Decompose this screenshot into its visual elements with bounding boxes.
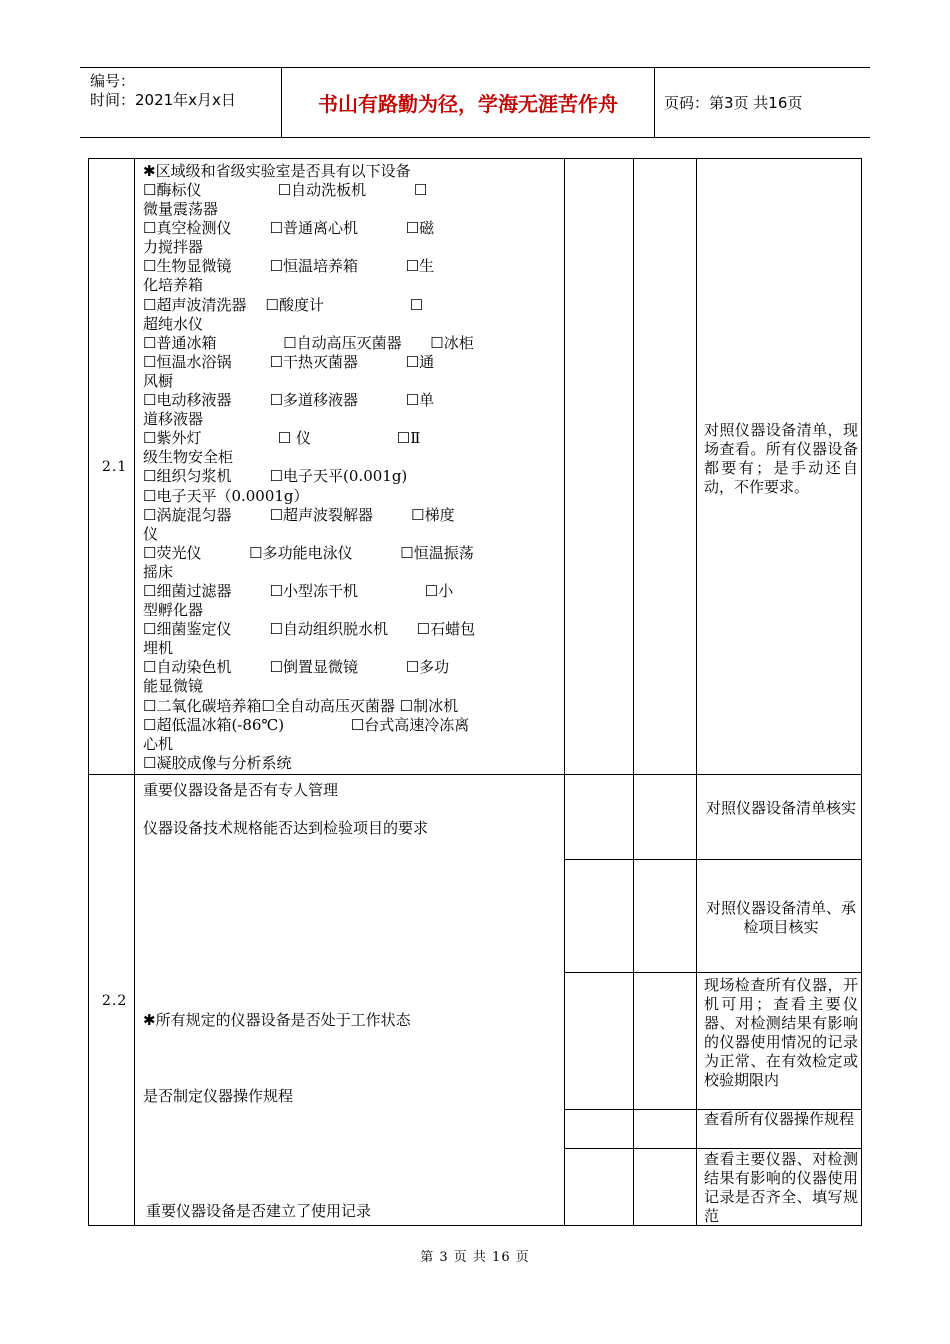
equipment-line: ☐二氧化碳培养箱☐全自动高压灭菌器 ☐制冰机: [143, 696, 459, 715]
equipment-line: ☐电子天平（0.0001g）: [143, 486, 309, 505]
document-number-label: 编号：: [90, 72, 136, 90]
page-header: [80, 67, 870, 138]
equipment-line: 力搅拌器: [143, 238, 204, 257]
equipment-line: 能显微镜: [143, 677, 204, 696]
row-note: 现场检查所有仪器，开机可用；查看主要仪器、对检测结果有影响的仪器使用情况的记录为正常、在有效检定或校验期限内: [704, 976, 858, 1089]
equipment-line: 埋机: [143, 639, 174, 658]
row-note: 对照仪器设备清单、承检项目核实: [705, 899, 856, 936]
equipment-line: ☐酶标仪 ☐自动洗板机 ☐: [143, 181, 428, 199]
equipment-line: 级生物安全柜: [143, 448, 234, 467]
equipment-line: ☐涡旋混匀器 ☐超声波裂解器 ☐梯度: [143, 505, 455, 524]
equipment-line: ☐凝胶成像与分析系统: [143, 753, 292, 772]
check-item: 重要仪器设备是否建立了使用记录: [146, 1202, 372, 1220]
row-intro: ✱区域级和省级实验室是否具有以下设备: [143, 162, 411, 180]
equipment-line: ☐普通冰箱 ☐自动高压灭菌器 ☐冰柜: [143, 333, 474, 352]
row-note: 对照仪器设备清单核实: [705, 799, 856, 817]
equipment-line: ☐自动染色机 ☐倒置显微镜 ☐多功: [143, 658, 450, 677]
equipment-line: 超纯水仪: [143, 314, 204, 333]
equipment-line: ☐细菌过滤器 ☐小型冻干机 ☐小: [143, 581, 454, 600]
check-item: ✱所有规定的仪器设备是否处于工作状态: [143, 1011, 411, 1029]
equipment-line: ☐超声波清洗器 ☐酸度计 ☐: [143, 295, 424, 314]
equipment-line: ☐恒温水浴锅 ☐干热灭菌器 ☐通: [143, 352, 435, 371]
equipment-line: ☐电动移液器 ☐多道移液器 ☐单: [143, 391, 435, 410]
check-item: 是否制定仪器操作规程: [143, 1087, 294, 1105]
equipment-line: ☐细菌鉴定仪 ☐自动组织脱水机 ☐石蜡包: [143, 620, 476, 639]
document-time-label: 时间：2021年x月x日: [90, 91, 236, 109]
row-note: 查看主要仪器、对检测结果有影响的仪器使用记录是否齐全、填写规范: [704, 1150, 858, 1225]
header-meta: [80, 68, 282, 137]
equipment-line: ☐荧光仪 ☐多功能电泳仪 ☐恒温振荡: [143, 543, 474, 562]
row-number: 2.1: [102, 459, 128, 475]
column-divider: [564, 159, 565, 1225]
equipment-line: ☐真空检测仪 ☐普通离心机 ☐磁: [143, 219, 435, 238]
equipment-line: 化培养箱: [143, 276, 204, 295]
inspection-table: [88, 158, 862, 1226]
page-footer: 第 3 页 共 16 页: [420, 1250, 530, 1265]
check-item: 重要仪器设备是否有专人管理: [143, 781, 339, 799]
column-divider: [134, 159, 135, 1225]
header-page-label: 页码：第3页 共16页: [664, 94, 803, 112]
equipment-line: ☐组织匀浆机 ☐电子天平(0.001g): [143, 467, 408, 486]
equipment-line: ☐生物显微镜 ☐恒温培养箱 ☐生: [143, 257, 435, 276]
equipment-line: ☐超低温冰箱(-86℃) ☐台式高速冷冻离: [143, 715, 470, 734]
subrow-divider: [564, 859, 861, 860]
equipment-line: 摇床: [143, 562, 174, 581]
column-divider: [696, 159, 697, 1225]
equipment-list: [143, 181, 553, 773]
header-motto: 书山有路勤为径，学海无涯苦作舟: [282, 68, 655, 137]
equipment-line: 风橱: [143, 371, 174, 390]
subrow-divider: [564, 1148, 861, 1149]
equipment-line: ☐紫外灯 ☐ 仪 ☐Ⅱ: [143, 429, 421, 448]
subrow-divider: [564, 972, 861, 973]
equipment-line: 仪: [143, 524, 159, 543]
equipment-line: 微量震荡器: [143, 200, 219, 219]
equipment-line: 道移液器: [143, 410, 204, 429]
row-note: 查看所有仪器操作规程: [704, 1110, 855, 1128]
row-note: 对照仪器设备清单，现场查看。所有仪器设备都要有；是手动还自动，不作要求。: [704, 421, 858, 496]
column-divider: [633, 159, 634, 1225]
row-divider: [89, 774, 861, 775]
check-item: 仪器设备技术规格能否达到检验项目的要求: [143, 819, 429, 837]
row-number: 2.2: [102, 993, 128, 1009]
equipment-line: 型孵化器: [143, 601, 204, 620]
equipment-line: 心机: [143, 734, 174, 753]
